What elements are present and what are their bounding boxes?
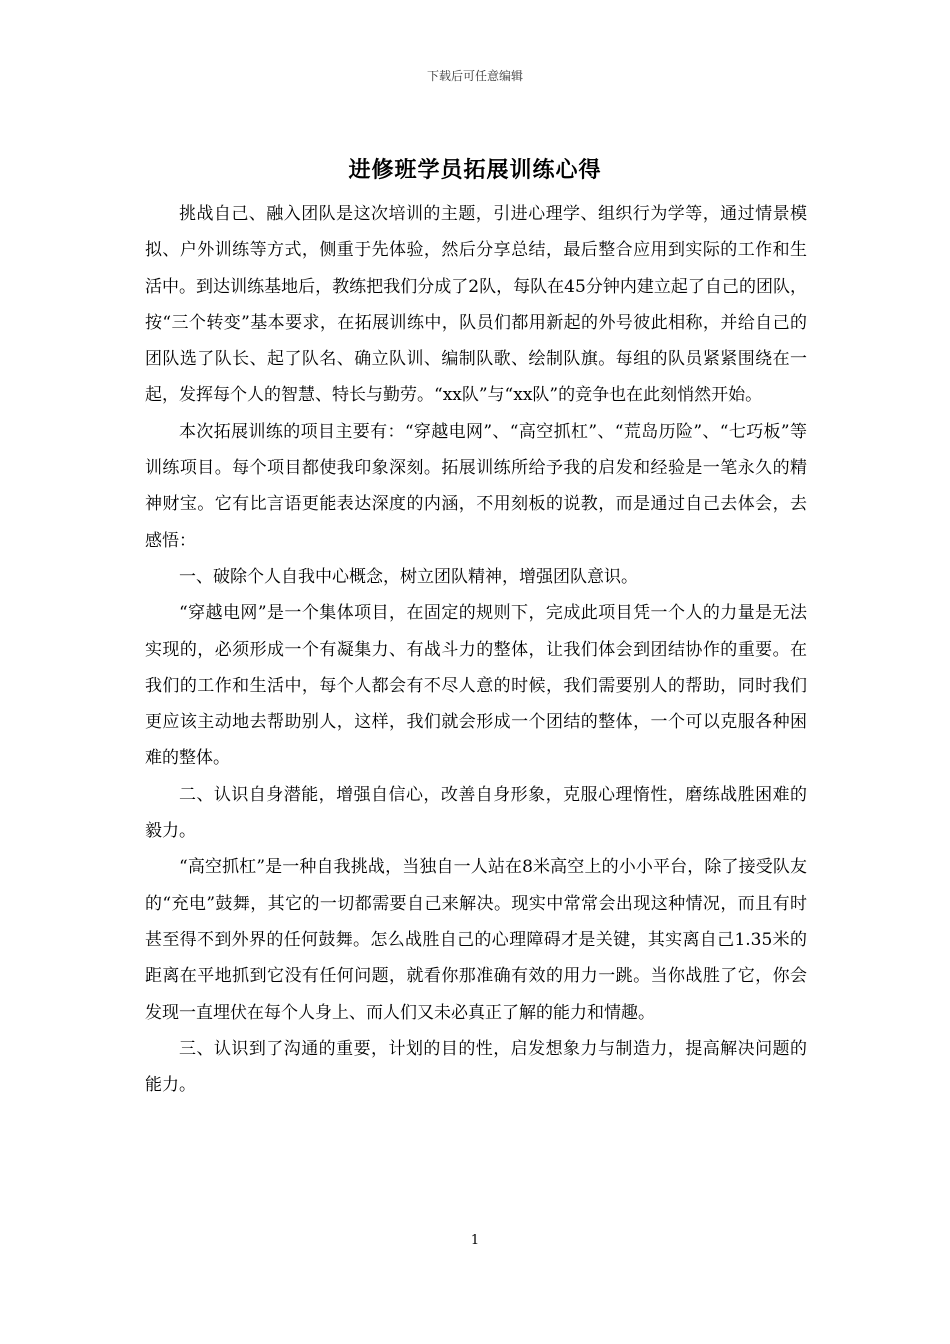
page-header-note: 下载后可任意编辑 (426, 69, 523, 83)
section-heading-1: 一、破除个人自我中心概念，树立团队精神，增强团队意识。 (179, 566, 638, 587)
paragraph-section-1: “穿越电网”是一个集体项目，在固定的规则下，完成此项目凭一个人的力量是无法实现的，必须形成一个有凝集力、有战斗力的整体，让我们体会到团结协作的重要。在我们的工作和生活中，每个人都会有不尽人意的时候，我们需要别人的帮助，同时我们更应该主动地去帮助别人，这样，我们就会形成一个团结的整体，一个可以克服各种困难的整体。 (145, 603, 807, 769)
section-heading-3: 三、认识到了沟通的重要，计划的目的性，启发想象力与制造力，提高解决问题的能力。 (145, 1038, 807, 1096)
paragraph-projects: 本次拓展训练的项目主要有：“穿越电网”、“高空抓杠”、“荒岛历险”、“七巧板”等训练项目。每个项目都使我印象深刻。拓展训练所给予我的启发和经验是一笔永久的精神财宝。它有比言语更能表达深度的内涵，不用刻板的说教，而是通过自己去体会，去感悟： (145, 421, 807, 551)
section-heading-2: 二、认识自身潜能，增强自信心，改善自身形象，克服心理惰性，磨练战胜困难的毅力。 (145, 784, 807, 842)
document-body (145, 196, 807, 1103)
paragraph-intro: 挑战自己、融入团队是这次培训的主题，引进心理学、组织行为学等，通过情景模拟、户外训练等方式，侧重于先体验，然后分享总结，最后整合应用到实际的工作和生活中。到达训练基地后，教练把我们分成了2队，每队在45分钟内建立起了自己的团队，按“三个转变”基本要求，在拓展训练中，队员们都用新起的外号彼此相称，并给自己的团队选了队长、起了队名、确立队训、编制队歌、绘制队旗。每组的队员紧紧围绕在一起，发挥每个人的智慧、特长与勤劳。“xx队”与“xx队”的竞争也在此刻悄然开始。 (145, 204, 807, 406)
page-number: 1 (470, 1233, 480, 1248)
paragraph-section-2: “高空抓杠”是一种自我挑战，当独自一人站在8米高空上的小小平台，除了接受队友的“充电”鼓舞，其它的一切都需要自己来解决。现实中常常会出现这种情况，而且有时甚至得不到外界的任何鼓舞。怎么战胜自己的心理障碍才是关键，其实离自己1.35米的距离在平地抓到它没有任何问题，就看你那准确有效的用力一跳。当你战胜了它，你会发现一直埋伏在每个人身上、而人们又未必真正了解的能力和情趣。 (145, 857, 807, 1023)
document-title: 进修班学员拓展训练心得 (348, 157, 602, 183)
